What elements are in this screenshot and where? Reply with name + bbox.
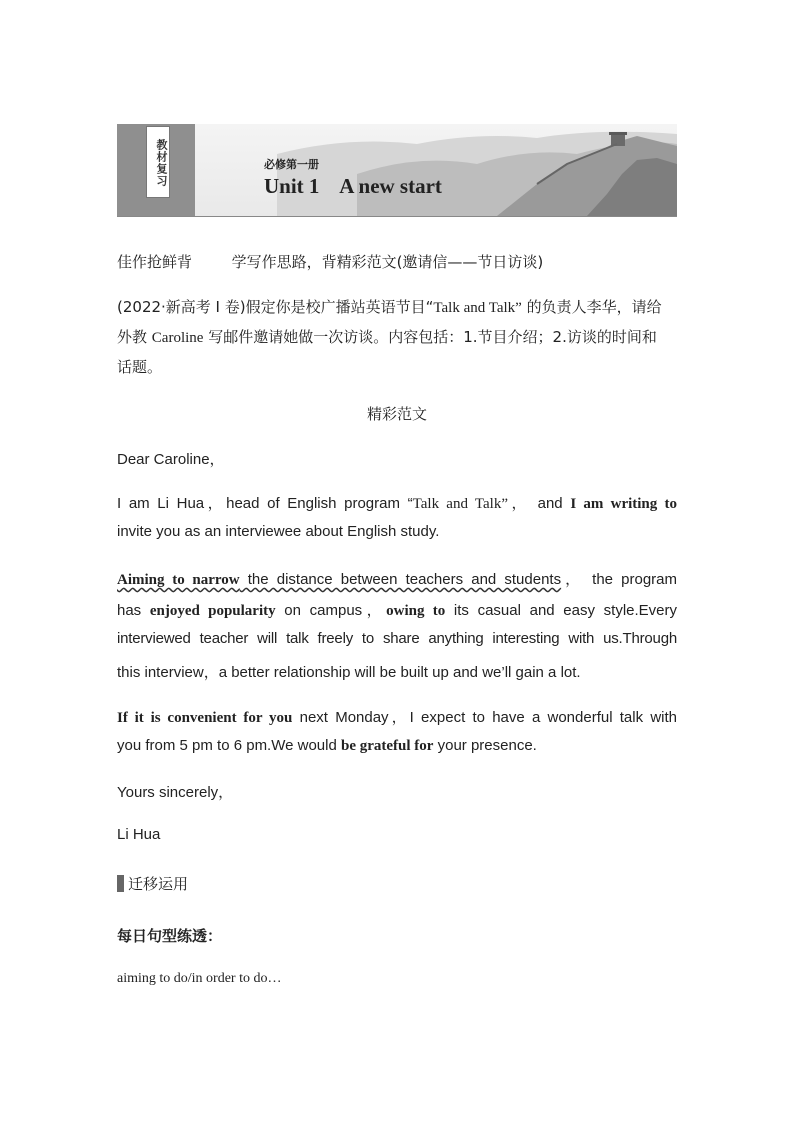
practice-section-title: 迁移运用 (128, 875, 189, 893)
task-line-2: 外教 Caroline 写邮件邀请她做一次访谈。内容包括：1.节目介绍；2.访谈的时间和 (117, 328, 657, 346)
book-volume: 必修第一册 (264, 158, 319, 171)
great-wall-scenery-illustration (117, 124, 677, 216)
header-banner (117, 124, 677, 217)
letter-paragraph-2: Aiming to narrow the distance between teachers and students， the program has enjoyed popularity on campus，owing to its casual and easy style.Every interviewed teacher will talk freely to share anything interesting with us.Through this interview，a better relationship will be built up and we’ll gain a lot. (117, 571, 677, 681)
section-tag-label: 教材复习 (146, 126, 170, 198)
letter-closing: Yours sincerely， (117, 784, 234, 801)
practice-section (117, 873, 677, 894)
section-marker-icon (117, 875, 124, 892)
intro-description: 学写作思路，背精彩范文(邀请信——节日访谈) (231, 253, 544, 271)
practice-heading: 每日句型练透： (117, 927, 223, 945)
task-line-1: (2022·新高考 I 卷)假定你是校广播站英语节目“Talk and Talk” 的负责人李华，请给 (117, 298, 662, 316)
intro-line (117, 251, 677, 272)
letter-signature: Li Hua (117, 826, 161, 843)
section-tag (117, 124, 195, 216)
essay-heading: 精彩范文 (366, 405, 427, 423)
unit-title: Unit 1 A new start (264, 174, 442, 198)
practice-item: aiming to do/in order to do… (117, 971, 282, 986)
task-line-3: 话题。 (117, 358, 163, 376)
letter-paragraph-3: If it is convenient for you next Monday，I expect to have a wonderful talk with you from 5 pm to 6 pm.We would be grateful for your presence. (117, 709, 677, 754)
letter-greeting: Dear Caroline， (117, 451, 225, 468)
intro-label: 佳作抢鲜背 (117, 253, 193, 271)
letter-paragraph-1: I am Li Hua，head of English program “Talk and Talk”， and I am writing to invite you as an interviewee about English study. (117, 495, 677, 540)
task-paragraph (117, 296, 677, 386)
